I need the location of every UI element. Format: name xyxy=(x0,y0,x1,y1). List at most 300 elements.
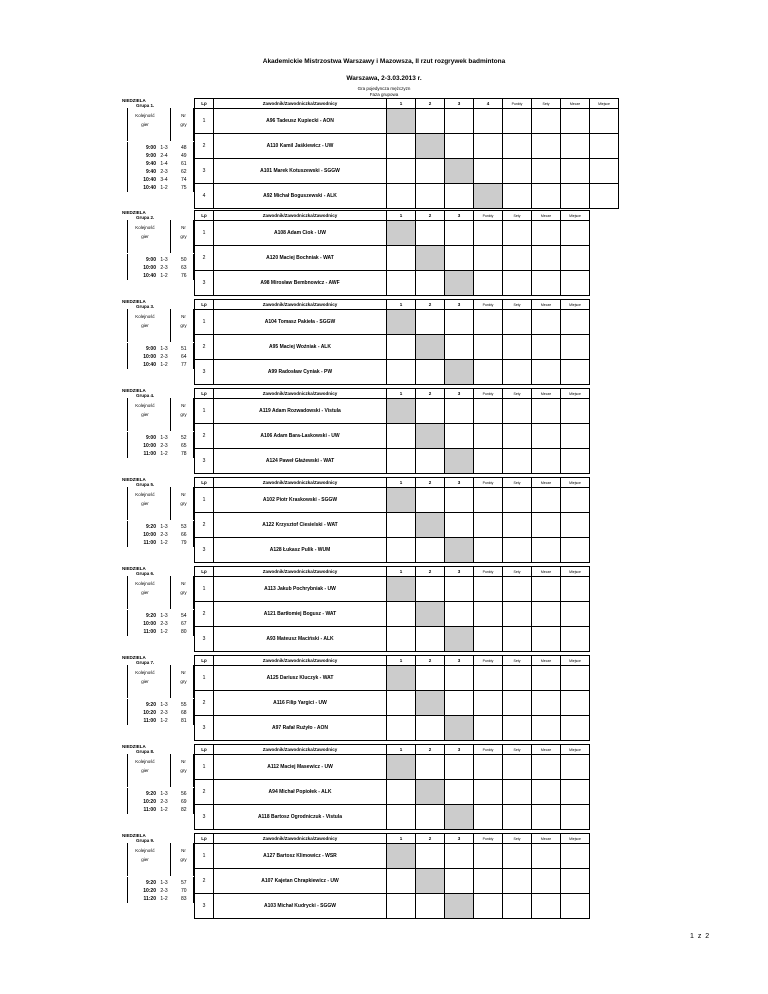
summary-cell xyxy=(503,488,532,513)
divider-line xyxy=(127,487,128,520)
place-header: Miejsce xyxy=(590,99,619,109)
summary-cell xyxy=(474,221,503,246)
place-header: Miejsce xyxy=(561,745,590,755)
player-lp: 2 xyxy=(195,134,214,159)
schedule-pair-column xyxy=(158,790,170,814)
schedule-pair: 1-3 xyxy=(160,145,168,151)
score-cell xyxy=(387,805,416,830)
schedule-pair: 2-3 xyxy=(160,354,168,360)
divider-line xyxy=(170,843,171,876)
schedule-pair: 1-3 xyxy=(160,702,168,708)
group-name: Grupa 5. xyxy=(136,482,155,487)
place-header: Miejsce xyxy=(561,656,590,666)
schedule-pair: 1-2 xyxy=(160,540,168,546)
player-lp: 2 xyxy=(195,602,214,627)
nr-gry-header xyxy=(176,668,191,686)
nr-gry-header xyxy=(176,312,191,330)
schedule-game: 78 xyxy=(181,451,187,457)
player-header: Zawodnik/Zawodniczka/Zawodnicy xyxy=(214,834,387,844)
lp-header: Lp xyxy=(195,834,214,844)
gier-label: gier xyxy=(141,857,149,862)
summary-cell xyxy=(561,716,590,741)
summary-cell xyxy=(503,424,532,449)
player-name: A125 Dariusz Kluczyk - WAT xyxy=(214,666,387,691)
kolejnosc-label: Kolejność xyxy=(135,492,155,497)
diagonal-cell xyxy=(445,894,474,919)
kolejnosc-header xyxy=(129,111,161,129)
opponent-column-header: 3 xyxy=(445,478,474,488)
score-cell xyxy=(416,755,445,780)
summary-cell xyxy=(474,488,503,513)
lp-header: Lp xyxy=(195,300,214,310)
diagonal-cell xyxy=(445,449,474,474)
schedule-game: 79 xyxy=(181,540,187,546)
nr-gry-header xyxy=(176,490,191,508)
matches-header: Mecze xyxy=(532,300,561,310)
results-table xyxy=(194,299,590,385)
schedule-pair: 1-4 xyxy=(160,161,168,167)
player-row xyxy=(195,271,590,296)
schedule-time-column xyxy=(131,701,156,725)
score-cell xyxy=(387,894,416,919)
summary-cell xyxy=(474,894,503,919)
score-cell xyxy=(387,869,416,894)
schedule-game-column xyxy=(181,790,191,814)
player-lp: 2 xyxy=(195,691,214,716)
summary-cell xyxy=(561,335,590,360)
schedule-time: 10:00 xyxy=(143,532,156,538)
summary-cell xyxy=(474,844,503,869)
summary-cell xyxy=(474,449,503,474)
kolejnosc-label: Kolejność xyxy=(135,759,155,764)
summary-cell xyxy=(590,109,619,134)
summary-cell xyxy=(561,399,590,424)
diagonal-cell xyxy=(387,577,416,602)
kolejnosc-label: Kolejność xyxy=(135,113,155,118)
group-day: NIEDZIELA xyxy=(122,98,146,103)
schedule-pair: 1-3 xyxy=(160,524,168,530)
summary-cell xyxy=(474,335,503,360)
opponent-column-header: 1 xyxy=(387,211,416,221)
schedule-time-column xyxy=(131,523,156,547)
diagonal-cell xyxy=(416,335,445,360)
schedule-game: 65 xyxy=(181,443,187,449)
gry-label: gry xyxy=(180,122,187,127)
summary-cell xyxy=(503,184,532,209)
player-name: A96 Tadeusz Kupiecki - AON xyxy=(214,109,387,134)
schedule-game-column xyxy=(181,523,191,547)
score-cell xyxy=(445,755,474,780)
schedule-game: 49 xyxy=(181,153,187,159)
kolejnosc-header xyxy=(129,579,161,597)
summary-cell xyxy=(561,360,590,385)
points-header: Punkty xyxy=(474,745,503,755)
summary-cell xyxy=(532,335,561,360)
divider-line xyxy=(127,220,128,253)
discipline: Gra pojedyncza mężczyzn xyxy=(357,86,411,91)
schedule-pair: 1-3 xyxy=(160,613,168,619)
player-name: A124 Paweł Głażewski - WAT xyxy=(214,449,387,474)
score-cell xyxy=(416,159,445,184)
schedule-pair: 1-2 xyxy=(160,896,168,902)
summary-cell xyxy=(590,184,619,209)
lp-header: Lp xyxy=(195,99,214,109)
opponent-column-header: 3 xyxy=(445,300,474,310)
player-name: A94 Michał Popiołek - ALK xyxy=(214,780,387,805)
score-cell xyxy=(474,134,503,159)
score-cell xyxy=(416,221,445,246)
score-cell xyxy=(387,513,416,538)
summary-cell xyxy=(532,221,561,246)
score-cell xyxy=(445,577,474,602)
diagonal-cell xyxy=(416,691,445,716)
player-name: A122 Krzysztof Ciesielski - WAT xyxy=(214,513,387,538)
opponent-column-header: 1 xyxy=(387,389,416,399)
schedule-pair: 1-3 xyxy=(160,435,168,441)
sets-header: Sety xyxy=(503,745,532,755)
schedule-time: 11:00 xyxy=(143,540,156,546)
player-lp: 3 xyxy=(195,894,214,919)
score-cell xyxy=(387,716,416,741)
summary-cell xyxy=(503,134,532,159)
group-day: NIEDZIELA xyxy=(122,566,146,571)
schedule-time: 9:20 xyxy=(145,613,156,619)
player-header: Zawodnik/Zawodniczka/Zawodnicy xyxy=(214,211,387,221)
opponent-column-header: 1 xyxy=(387,656,416,666)
summary-cell xyxy=(532,513,561,538)
group-day: NIEDZIELA xyxy=(122,210,146,215)
player-name: A92 Michał Boguszewski - ALK xyxy=(214,184,387,209)
score-cell xyxy=(387,627,416,652)
player-row xyxy=(195,716,590,741)
group-name: Grupa 4. xyxy=(136,393,155,398)
schedule-time: 10:40 xyxy=(143,362,156,368)
summary-cell xyxy=(474,755,503,780)
summary-cell xyxy=(474,246,503,271)
schedule-game: 55 xyxy=(181,702,187,708)
summary-cell xyxy=(532,577,561,602)
summary-cell xyxy=(532,271,561,296)
kolejnosc-label: Kolejność xyxy=(135,670,155,675)
score-cell xyxy=(387,159,416,184)
summary-cell xyxy=(561,449,590,474)
summary-cell xyxy=(503,627,532,652)
schedule-game: 68 xyxy=(181,710,187,716)
schedule-bar xyxy=(127,788,128,814)
player-row xyxy=(195,488,590,513)
nr-label: Nr xyxy=(181,403,186,408)
divider-line xyxy=(127,843,128,876)
summary-cell xyxy=(503,602,532,627)
summary-cell xyxy=(474,399,503,424)
player-lp: 3 xyxy=(195,159,214,184)
player-name: A97 Rafał Rużyło - AON xyxy=(214,716,387,741)
schedule-time: 10:00 xyxy=(143,621,156,627)
score-cell xyxy=(445,221,474,246)
points-header: Punkty xyxy=(474,211,503,221)
schedule-pair: 1-2 xyxy=(160,362,168,368)
summary-cell xyxy=(532,159,561,184)
summary-cell xyxy=(474,869,503,894)
player-row xyxy=(195,602,590,627)
schedule-time: 11:00 xyxy=(143,451,156,457)
schedule-time: 10:00 xyxy=(143,443,156,449)
schedule-game-column xyxy=(181,345,191,369)
summary-cell xyxy=(503,159,532,184)
score-cell xyxy=(416,627,445,652)
player-lp: 3 xyxy=(195,716,214,741)
results-table xyxy=(194,744,590,830)
summary-cell xyxy=(474,538,503,563)
schedule-time: 10:40 xyxy=(143,177,156,183)
sets-header: Sety xyxy=(503,567,532,577)
kolejnosc-label: Kolejność xyxy=(135,225,155,230)
divider-line xyxy=(127,398,128,431)
player-row xyxy=(195,869,590,894)
schedule-game: 80 xyxy=(181,629,187,635)
summary-cell xyxy=(503,246,532,271)
score-cell xyxy=(445,602,474,627)
summary-cell xyxy=(561,844,590,869)
gier-label: gier xyxy=(141,679,149,684)
summary-cell xyxy=(561,577,590,602)
opponent-column-header: 1 xyxy=(387,478,416,488)
opponent-column-header: 2 xyxy=(416,745,445,755)
schedule-game: 77 xyxy=(181,362,187,368)
gier-label: gier xyxy=(141,768,149,773)
summary-cell xyxy=(474,627,503,652)
nr-label: Nr xyxy=(181,670,186,675)
results-table xyxy=(194,388,590,474)
kolejnosc-header xyxy=(129,223,161,241)
score-cell xyxy=(416,894,445,919)
player-name: A112 Maciej Masewicz - UW xyxy=(214,755,387,780)
diagonal-cell xyxy=(416,780,445,805)
summary-cell xyxy=(503,577,532,602)
schedule-pair-column xyxy=(158,144,170,192)
summary-cell xyxy=(532,184,561,209)
points-header: Punkty xyxy=(474,656,503,666)
summary-cell xyxy=(561,780,590,805)
gry-label: gry xyxy=(180,857,187,862)
summary-cell xyxy=(532,488,561,513)
results-table xyxy=(194,655,590,741)
schedule-game-column xyxy=(181,879,191,903)
opponent-column-header: 3 xyxy=(445,567,474,577)
results-table xyxy=(194,210,590,296)
schedule-time: 9:20 xyxy=(145,702,156,708)
score-cell xyxy=(445,335,474,360)
diagonal-cell xyxy=(387,844,416,869)
summary-cell xyxy=(503,869,532,894)
sets-header: Sety xyxy=(503,478,532,488)
divider-line xyxy=(170,487,171,520)
player-row xyxy=(195,109,619,134)
score-cell xyxy=(416,399,445,424)
player-lp: 4 xyxy=(195,184,214,209)
diagonal-cell xyxy=(416,134,445,159)
opponent-column-header: 1 xyxy=(387,567,416,577)
schedule-time-column xyxy=(131,612,156,636)
points-header: Punkty xyxy=(503,99,532,109)
schedule-pair: 2-3 xyxy=(160,265,168,271)
player-row xyxy=(195,335,590,360)
summary-cell xyxy=(503,894,532,919)
summary-cell xyxy=(503,513,532,538)
summary-cell xyxy=(590,159,619,184)
player-lp: 1 xyxy=(195,577,214,602)
nr-gry-header xyxy=(176,757,191,775)
summary-cell xyxy=(561,271,590,296)
results-table xyxy=(194,477,590,563)
group-day: NIEDZIELA xyxy=(122,477,146,482)
summary-cell xyxy=(532,666,561,691)
player-lp: 3 xyxy=(195,360,214,385)
nr-label: Nr xyxy=(181,492,186,497)
schedule-time-column xyxy=(131,144,156,192)
score-cell xyxy=(416,271,445,296)
summary-cell xyxy=(532,399,561,424)
group-day: NIEDZIELA xyxy=(122,744,146,749)
schedule-game: 48 xyxy=(181,145,187,151)
player-lp: 3 xyxy=(195,449,214,474)
group-day: NIEDZIELA xyxy=(122,833,146,838)
score-cell xyxy=(416,666,445,691)
sets-header: Sety xyxy=(532,99,561,109)
place-header: Miejsce xyxy=(561,211,590,221)
player-name: A127 Bartosz Klimowicz - WSR xyxy=(214,844,387,869)
player-row xyxy=(195,310,590,335)
place-header: Miejsce xyxy=(561,567,590,577)
summary-cell xyxy=(474,602,503,627)
divider-line xyxy=(170,220,171,253)
player-name: A95 Maciej Woźniak - ALK xyxy=(214,335,387,360)
player-header: Zawodnik/Zawodniczka/Zawodnicy xyxy=(214,567,387,577)
player-lp: 1 xyxy=(195,221,214,246)
summary-cell xyxy=(561,691,590,716)
diagonal-cell xyxy=(387,666,416,691)
player-row xyxy=(195,134,619,159)
schedule-time-column xyxy=(131,256,156,280)
divider-line xyxy=(127,576,128,609)
schedule-pair-column xyxy=(158,612,170,636)
player-name: A108 Adam Ciok - UW xyxy=(214,221,387,246)
schedule-game: 62 xyxy=(181,169,187,175)
player-row xyxy=(195,844,590,869)
schedule-pair: 1-2 xyxy=(160,807,168,813)
nr-label: Nr xyxy=(181,113,186,118)
summary-cell xyxy=(474,271,503,296)
summary-cell xyxy=(561,602,590,627)
summary-cell xyxy=(474,424,503,449)
nr-label: Nr xyxy=(181,314,186,319)
summary-cell xyxy=(532,246,561,271)
player-lp: 3 xyxy=(195,805,214,830)
schedule-game: 66 xyxy=(181,532,187,538)
schedule-time: 10:00 xyxy=(143,265,156,271)
nr-gry-header xyxy=(176,401,191,419)
opponent-column-header: 2 xyxy=(416,389,445,399)
score-cell xyxy=(387,538,416,563)
score-cell xyxy=(445,399,474,424)
schedule-game: 74 xyxy=(181,177,187,183)
schedule-pair-column xyxy=(158,701,170,725)
score-cell xyxy=(416,716,445,741)
score-cell xyxy=(445,246,474,271)
player-lp: 2 xyxy=(195,424,214,449)
gry-label: gry xyxy=(180,768,187,773)
score-cell xyxy=(445,109,474,134)
schedule-time: 9:20 xyxy=(145,524,156,530)
lp-header: Lp xyxy=(195,389,214,399)
player-row xyxy=(195,246,590,271)
sets-header: Sety xyxy=(503,834,532,844)
divider-line xyxy=(127,754,128,787)
schedule-game: 81 xyxy=(181,718,187,724)
diagonal-cell xyxy=(445,805,474,830)
nr-gry-header xyxy=(176,223,191,241)
gier-label: gier xyxy=(141,412,149,417)
schedule-game: 83 xyxy=(181,896,187,902)
opponent-column-header: 2 xyxy=(416,567,445,577)
points-header: Punkty xyxy=(474,300,503,310)
player-row xyxy=(195,449,590,474)
place-date: Warszawa, 2-3.03.2013 r. xyxy=(346,75,422,82)
schedule-time: 10:00 xyxy=(143,354,156,360)
schedule-time-column xyxy=(131,345,156,369)
summary-cell xyxy=(474,691,503,716)
nr-label: Nr xyxy=(181,848,186,853)
summary-cell xyxy=(503,538,532,563)
player-lp: 3 xyxy=(195,538,214,563)
opponent-column-header: 4 xyxy=(474,99,503,109)
score-cell xyxy=(445,666,474,691)
group-name: Grupa 8. xyxy=(136,749,155,754)
summary-cell xyxy=(474,666,503,691)
schedule-bar xyxy=(127,432,128,458)
player-lp: 1 xyxy=(195,488,214,513)
sets-header: Sety xyxy=(503,389,532,399)
diagonal-cell xyxy=(445,538,474,563)
group-day: NIEDZIELA xyxy=(122,655,146,660)
summary-cell xyxy=(503,399,532,424)
schedule-game: 69 xyxy=(181,799,187,805)
summary-cell xyxy=(503,360,532,385)
player-lp: 1 xyxy=(195,109,214,134)
player-name: A98 Mirosław Bembnowicz - AWF xyxy=(214,271,387,296)
summary-cell xyxy=(532,109,561,134)
group-day: NIEDZIELA xyxy=(122,388,146,393)
schedule-game: 63 xyxy=(181,265,187,271)
opponent-column-header: 1 xyxy=(387,834,416,844)
schedule-pair: 1-3 xyxy=(160,257,168,263)
summary-cell xyxy=(532,844,561,869)
nr-label: Nr xyxy=(181,759,186,764)
schedule-pair: 2-3 xyxy=(160,169,168,175)
schedule-game: 75 xyxy=(181,185,187,191)
opponent-column-header: 2 xyxy=(416,211,445,221)
score-cell xyxy=(445,310,474,335)
gry-label: gry xyxy=(180,323,187,328)
kolejnosc-header xyxy=(129,846,161,864)
score-cell xyxy=(387,424,416,449)
player-lp: 1 xyxy=(195,666,214,691)
player-name: A118 Bartosz Ogrodniczuk - Vistula xyxy=(214,805,387,830)
kolejnosc-header xyxy=(129,668,161,686)
summary-cell xyxy=(532,602,561,627)
score-cell xyxy=(416,538,445,563)
points-header: Punkty xyxy=(474,567,503,577)
